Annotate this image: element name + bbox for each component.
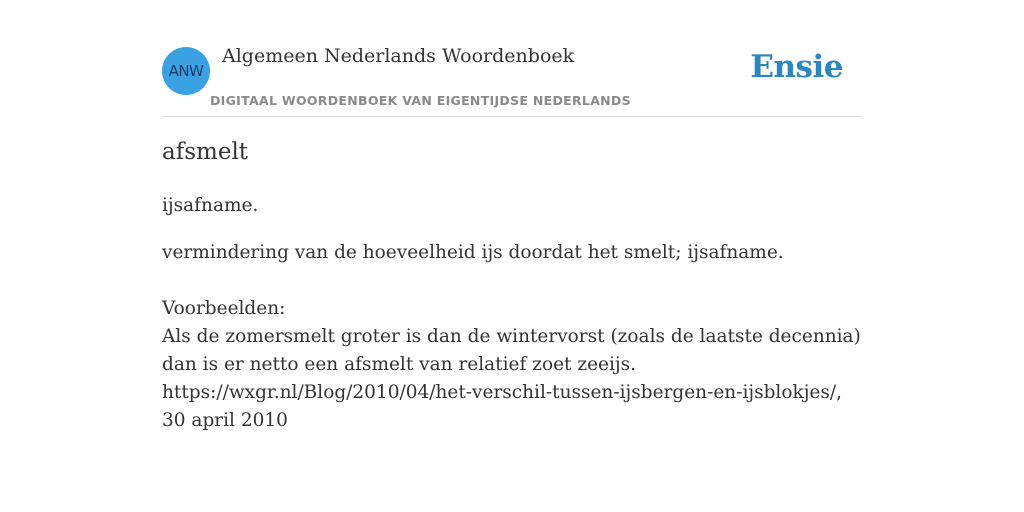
site-header [162, 0, 862, 117]
example-source: https://wxgr.nl/Blog/2010/04/het-verschil-tussen-ijsbergen-en-ijsblokjes/, 30 april 2010 [162, 382, 842, 431]
examples-label: Voorbeelden: [162, 298, 286, 319]
dictionary-subtitle: DIGITAAL WOORDENBOEK VAN EIGENTIJDSE NEDERLANDS [210, 93, 631, 108]
dictionary-title[interactable]: Algemeen Nederlands Woordenboek [222, 45, 575, 67]
example-text: Als de zomersmelt groter is dan de wintervorst (zoals de laatste decennia) dan is er netto een afsmelt van relatief zoet zeeijs. [162, 326, 861, 375]
examples-section [162, 295, 862, 435]
page-container [162, 0, 862, 431]
entry-definition: vermindering van de hoeveelheid ijs doordat het smelt; ijsafname. [162, 242, 784, 263]
headword: afsmelt [162, 139, 249, 165]
ensie-brand-link[interactable]: Ensie [750, 49, 843, 85]
entry-summary: ijsafname. [162, 195, 259, 216]
logo-text: ANW [168, 62, 204, 80]
anw-logo[interactable] [162, 47, 210, 95]
